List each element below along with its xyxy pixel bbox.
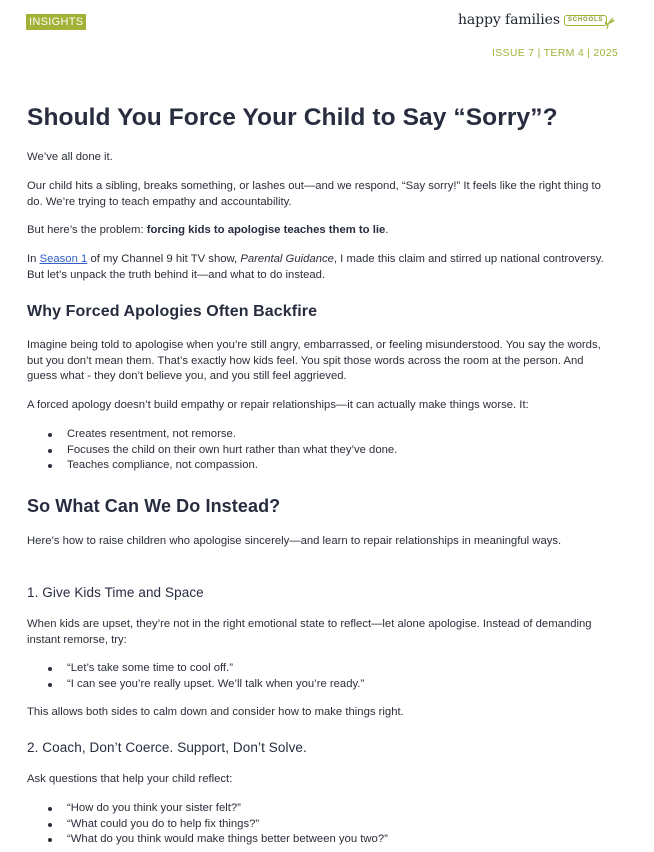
instead-paragraph: Here’s how to raise children who apologise sincerely—and learn to repair relationships in meaningful ways. [27, 535, 562, 547]
reflect-paragraph: Ask questions that help your child reflect: [27, 773, 233, 785]
logo-text: happy families [458, 12, 560, 28]
list-item: “Let’s take some time to cool off.” [47, 661, 364, 677]
list-item: “How do you think your sister felt?” [47, 801, 388, 817]
season-1-link[interactable]: Season 1 [39, 253, 88, 265]
cool-off-list [47, 661, 364, 692]
show-title: Parental Guidance [240, 253, 334, 265]
season-mid: of my Channel 9 hit TV show, [87, 253, 241, 265]
forced-apology-paragraph: A forced apology doesn’t build empathy or repair relationships—it can actually make things worse. It: [27, 399, 529, 411]
problem-paragraph [27, 223, 612, 239]
list-item: Creates resentment, not remorse. [47, 427, 397, 443]
effects-list [47, 427, 397, 474]
logo-schools-chip: SCHOOLS [564, 15, 607, 26]
issue-info: ISSUE 7 | TERM 4 | 2025 [492, 47, 618, 59]
list-item: “I can see you’re really upset. We’ll talk when you’re ready.” [47, 677, 364, 693]
section-heading-backfire: Why Forced Apologies Often Backfire [27, 303, 318, 320]
list-item: “What do you think would make things better between you two?” [47, 832, 388, 848]
problem-lead: But here’s the problem: [27, 224, 147, 236]
questions-list [47, 801, 388, 848]
list-item: Focuses the child on their own hurt rather than what they’ve done. [47, 443, 397, 459]
section-heading-instead: So What Can We Do Instead? [27, 496, 281, 516]
problem-emphasis: forcing kids to apologise teaches them to lie [146, 224, 386, 236]
body-paragraph: Our child hits a sibling, breaks something, or lashes out—and we respond, “Say sorry!” It feels like the right thing to do. We’re trying to teach empathy and accountability. [27, 180, 601, 208]
backfire-paragraph: Imagine being told to apologise when you’re still angry, embarrassed, or feeling misunderstood. You say the words, but you don’t mean them. That’s exactly how kids feel. You spit those words across the room at the person. And guess what - they don’t believe you, and you still feel aggrieved. [27, 339, 601, 382]
step-2-heading: 2. Coach, Don’t Coerce. Support, Don’t Solve. [27, 740, 307, 755]
season-paragraph [27, 252, 612, 283]
leaf-icon [605, 16, 615, 30]
intro-paragraph: We’ve all done it. [27, 151, 113, 163]
list-item: “What could you do to help fix things?” [47, 817, 388, 833]
brand-logo[interactable] [458, 10, 615, 30]
step-1-paragraph: When kids are upset, they’re not in the right emotional state to reflect—let alone apologise. Instead of demanding instant remorse, try: [27, 618, 592, 646]
season-end: , I made this claim and stirred up national controversy. But let’s unpack the truth behind it—and what to do instead. [27, 253, 604, 281]
list-item: Teaches compliance, not compassion. [47, 458, 397, 474]
step-1-heading: 1. Give Kids Time and Space [27, 585, 204, 600]
calm-paragraph: This allows both sides to calm down and consider how to make things right. [27, 706, 404, 718]
season-lead: In [27, 253, 40, 265]
category-badge: INSIGHTS [26, 14, 86, 30]
page-title: Should You Force Your Child to Say “Sorry”? [27, 104, 558, 131]
problem-end: . [385, 224, 389, 236]
